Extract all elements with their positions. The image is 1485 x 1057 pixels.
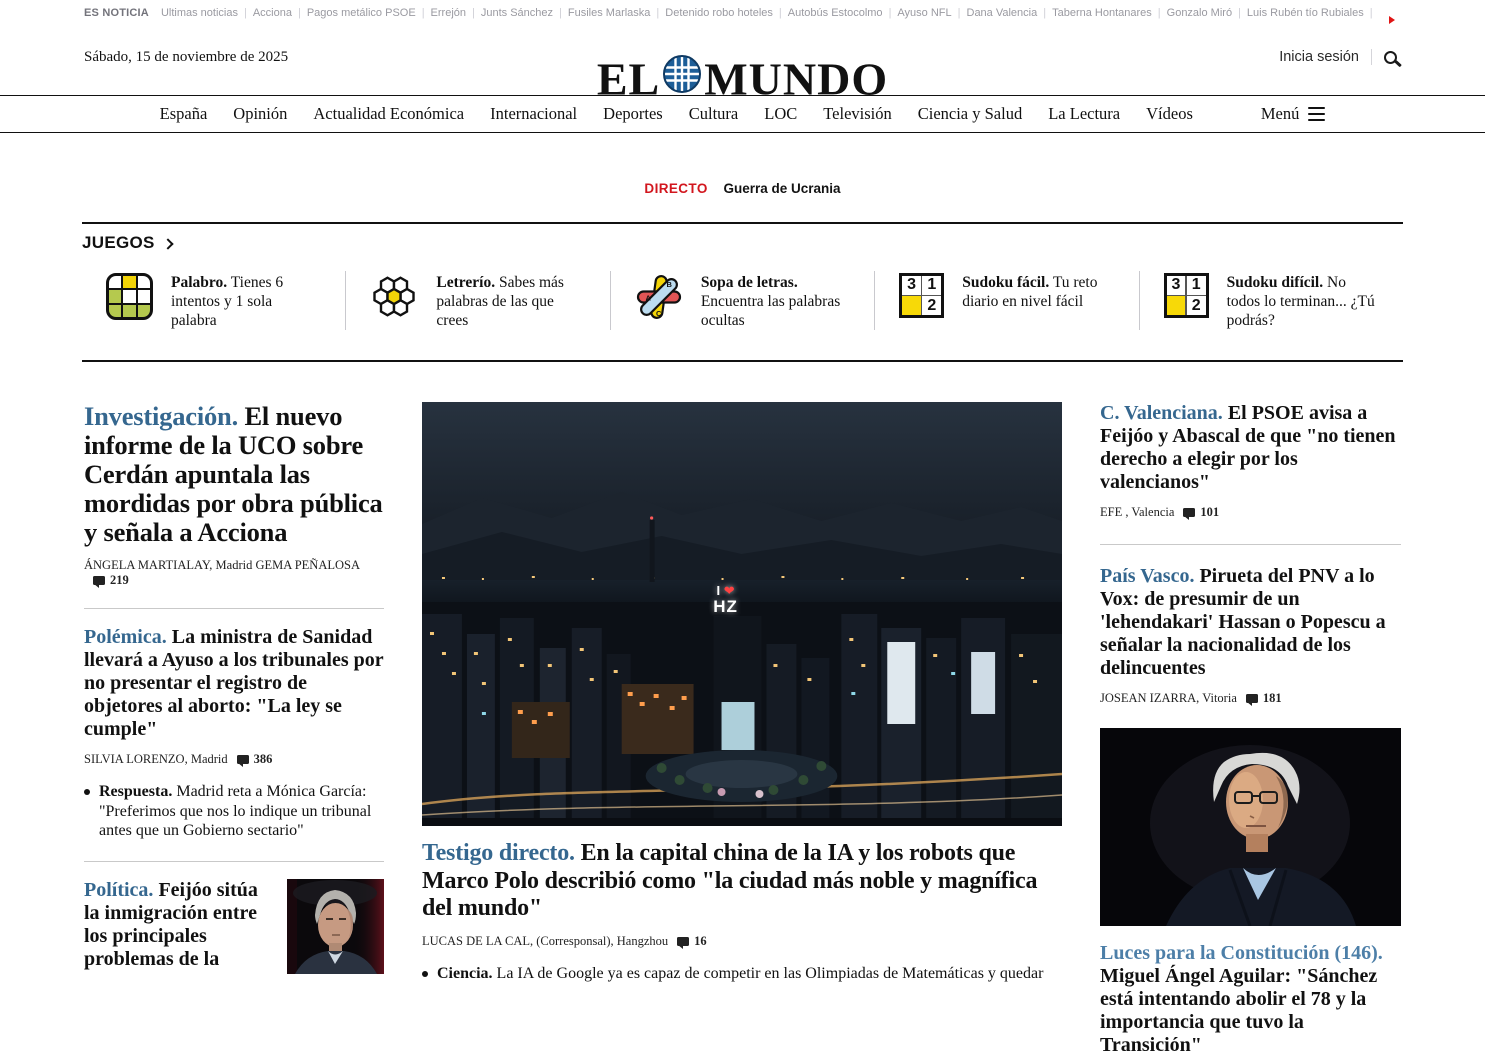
hangzhou-night-photo[interactable] [422,402,1062,826]
article-kicker: Política. [84,878,154,901]
heart-icon: ❤ [723,583,735,599]
article-pnv-vox [1100,565,1401,706]
nav-opinion[interactable]: Opinión [233,104,288,123]
related-kicker: Respuesta. [99,783,173,800]
byline-authors: ÁNGELA MARTIALAY, Madrid GEMA PEÑALOSA [84,558,360,572]
article-title: Pirueta del PNV a lo Vox: de presumir de un 'lehendakari' Hassan o Popescu a señalar la nacionalidad de los delincuentes [1100,565,1386,679]
letrerio-hex-icon [370,273,418,321]
nav-actualidad-economica[interactable]: Actualidad Económica [313,104,465,123]
center-column [422,402,1062,983]
related-link[interactable] [422,964,1062,984]
comments-icon [1246,694,1258,703]
game-sudoku-dificil[interactable] [1139,271,1403,330]
nav-espana[interactable]: España [159,104,208,123]
article-title: El PSOE avisa a Feijóo y Abascal de que "no tienen derecho a elegir por los valencianos" [1100,402,1396,493]
article-sanidad-ayuso [84,626,384,841]
comments-count[interactable]: 101 [1200,505,1220,519]
article-kicker: Luces para la Constitución (146). [1100,942,1383,964]
topic-link[interactable]: Ultimas noticias | [161,7,253,19]
article-kicker: País Vasco. [1100,565,1195,587]
article-headline[interactable] [1100,942,1401,1057]
byline [84,752,384,767]
article-psoe-valencia [1100,402,1401,520]
sudoku-grid-icon: 3 1 2 [1164,273,1209,318]
divider [1371,49,1372,65]
nav-videos[interactable]: Vídeos [1146,104,1193,123]
live-banner[interactable] [0,181,1485,196]
comments-icon [93,576,105,585]
article-title: La ministra de Sanidad llevará a Ayuso a los tribunales por no presentar el registro de objetores al aborto: "La ley se cumple" [84,626,384,740]
topic-link[interactable]: Autobús Estocolmo | [788,7,898,19]
game-name: Letrerío. [436,274,496,291]
chevron-right-icon [162,238,173,249]
comments-icon [1183,508,1195,517]
games-row [82,271,1403,330]
byline [84,558,384,588]
header-actions [1279,49,1397,65]
games-section [82,222,1403,362]
bullet-dot [422,971,428,977]
bullet-dot [84,789,90,795]
es-noticia-label: ES NOTICIA [84,7,149,19]
nav-ciencia-y-salud[interactable]: Ciencia y Salud [917,104,1023,123]
nav-internacional[interactable]: Internacional [490,104,578,123]
related-text: Madrid reta a Mónica García: "Preferimos que nos lo indique un tribunal antes que un Gobierno sectario" [99,783,372,839]
article-headline[interactable] [84,626,384,741]
topic-link[interactable]: Detenido robo hoteles | [665,7,788,19]
byline-authors: LUCAS DE LA CAL, (Corresponsal), Hangzhou [422,933,669,948]
game-name: Palabro. [171,274,228,291]
topic-link[interactable]: Errejón | [431,7,481,19]
nav-television[interactable]: Televisión [823,104,892,123]
svg-text:A: A [645,293,651,303]
game-sudoku-facil[interactable] [874,271,1138,330]
byline [1100,505,1401,520]
article-aguilar-constitucion [1100,942,1401,1057]
logo-mundo: MUNDO [704,53,889,105]
games-title: JUEGOS [82,233,155,252]
game-name: Sudoku difícil. [1226,274,1324,291]
article-headline[interactable] [422,840,1062,923]
game-sopa-de-letras[interactable] [610,271,874,330]
sopa-letras-icon [635,273,683,321]
related-kicker: Ciencia. [437,964,493,982]
comments-count[interactable]: 219 [110,573,129,587]
search-icon[interactable] [1384,51,1397,64]
comments-icon [237,755,249,764]
article-kicker: Testigo directo. [422,840,575,866]
games-header-link[interactable] [82,233,1403,253]
related-text: La IA de Google ya es capaz de competir en las Olimpiadas de Matemáticas y quedar [496,964,1044,982]
article-headline[interactable] [1100,402,1401,494]
game-desc: Encuentra las palabras ocultas [700,293,841,329]
byline [422,934,1062,949]
article-feijoo-inmigracion [84,879,384,974]
nav-loc[interactable]: LOC [764,104,798,123]
article-headline[interactable] [84,402,384,547]
game-desc: Tienes 6 intentos y 1 sola palabra [171,274,284,329]
menu-label: Menú [1260,104,1300,123]
elmundo-logo[interactable] [0,53,1485,105]
byline [1100,691,1401,706]
topic-link[interactable]: Gonzalo Miró | [1167,7,1247,19]
left-column [84,402,384,974]
byline-authors: EFE , Valencia [1100,505,1175,519]
divider [84,608,384,609]
globe-icon [662,54,702,94]
article-title: Miguel Ángel Aguilar: "Sánchez está intentando abolir el 78 y la importancia que tuvo la Transición" [1100,965,1378,1056]
divider [84,861,384,862]
directo-badge: DIRECTO [644,181,708,196]
topic-link[interactable]: Ayuso NFL | [897,7,966,19]
comments-count[interactable]: 16 [694,933,707,948]
svg-text:C: C [655,309,662,318]
topic-link[interactable]: Acciona | [253,7,307,19]
game-desc: No todos lo terminan... ¿Tú podrás? [1226,274,1375,329]
game-desc: Tu reto diario en nivel fácil [962,274,1098,310]
article-title: En la capital china de la IA y los robots que Marco Polo describió como "la ciudad más noble y magnífica del mundo" [422,840,1038,921]
right-column [1100,402,1401,1057]
topic-link[interactable]: Dana Valencia | [967,7,1053,19]
topic-link[interactable]: Pagos metálico PSOE | [307,7,431,19]
comments-count[interactable]: 386 [253,752,273,766]
palabro-grid-icon [106,273,153,320]
game-palabro[interactable] [82,271,345,330]
breaking-topics-bar [0,0,1485,23]
date-label: Sábado, 15 de noviembre de 2025 [84,49,289,65]
article-cerdan-uco [84,402,384,588]
topic-link[interactable]: Luis Rubén tío Rubiales | [1247,7,1379,19]
masthead [0,23,1485,105]
article-kicker: C. Valenciana. [1100,402,1223,424]
topics-list [161,7,1379,19]
logo-el: EL [596,53,661,105]
article-kicker: Polémica. [84,626,167,648]
menu-button[interactable] [1261,104,1326,124]
login-link[interactable]: Inicia sesión [1279,49,1359,65]
main-content [84,402,1401,1057]
topic-link[interactable]: Taberna Hontanares | [1052,7,1167,19]
nav-deportes[interactable]: Deportes [603,104,663,123]
article-headline[interactable] [1100,565,1401,680]
comments-count[interactable]: 181 [1262,691,1282,705]
article-title: El nuevo informe de la UCO sobre Cerdán apuntala las mordidas por obra pública y señala a Acciona [84,401,383,547]
byline-authors: SILVIA LORENZO, Madrid [84,752,228,766]
hamburger-icon [1308,107,1325,121]
comments-icon [677,937,689,946]
game-name: Sopa de letras. [700,274,798,291]
svg-text:B: B [666,280,672,289]
divider [1100,544,1401,545]
live-title: Guerra de Ucrania [723,181,841,196]
game-desc: Sabes más palabras de las que crees [436,274,564,329]
nav-la-lectura[interactable]: La Lectura [1048,104,1121,123]
aguilar-photo[interactable] [1100,728,1401,926]
sudoku-grid-icon: 3 1 2 [899,273,944,318]
topic-link[interactable]: Junts Sánchez | [481,7,568,19]
game-letrerio[interactable] [345,271,609,330]
article-headline[interactable] [84,879,274,974]
related-link[interactable] [84,782,384,841]
topic-link[interactable]: Fusiles Marlaska | [568,7,665,19]
article-title: Feijóo sitúa la inmigración entre los principales problemas de la [84,878,258,970]
article-kicker: Investigación. [84,401,239,431]
game-name: Sudoku fácil. [962,274,1050,291]
feijoo-photo[interactable] [287,879,384,974]
byline-authors: JOSEAN IZARRA, Vitoria [1100,691,1237,705]
i-love-hz-sign: I ❤ HZ [713,583,738,616]
nav-cultura[interactable]: Cultura [688,104,739,123]
